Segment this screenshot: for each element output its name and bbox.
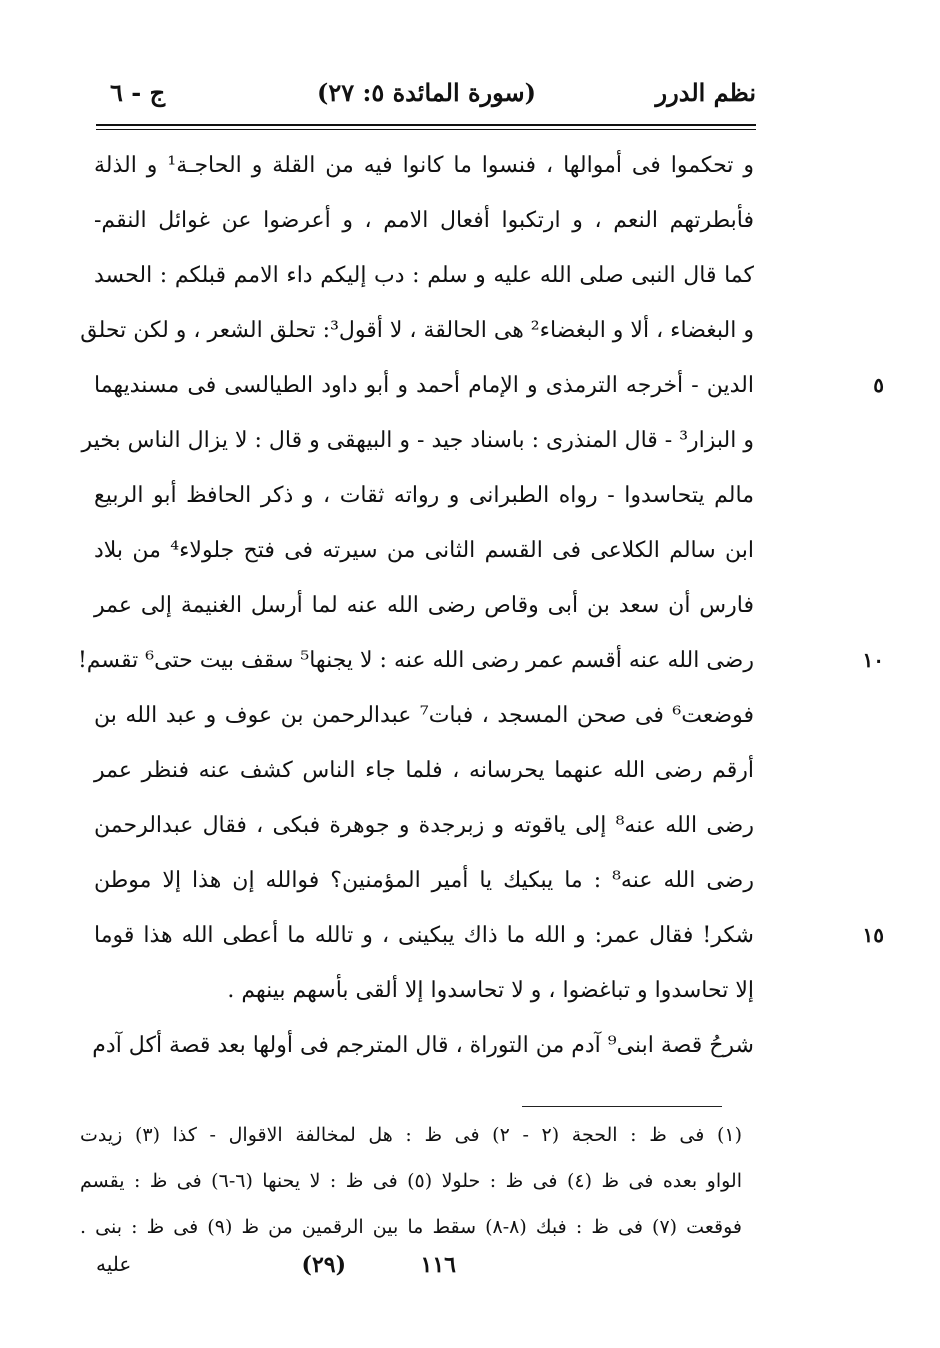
- line-text: فارس أن سعد بن أبى وقاص رضى الله عنه لما أرسل الغنيمة إلى عمر: [94, 593, 755, 618]
- line-text: رضى الله عنه⁸ : ما يبكيك يا أمير المؤمنين؟ فوالله إن هذا إلا موطن: [94, 868, 754, 893]
- catchword: عليه: [96, 1252, 132, 1276]
- text-line: [94, 248, 754, 303]
- main-text: [77, 138, 884, 1073]
- text-line: [94, 193, 754, 248]
- line-text: رضى الله عنه⁸ إلى ياقوته و زبرجدة و جوهرة فبكى ، فقال عبدالرحمن: [94, 813, 754, 838]
- text-line: [94, 138, 754, 193]
- text-line: [94, 908, 884, 963]
- text-line: [77, 633, 884, 688]
- text-line: [94, 523, 754, 578]
- line-text: الدين - أخرجه الترمذى و الإمام أحمد و أبو داود الطيالسى فى مسنديهما: [94, 373, 754, 398]
- line-text: و تحكموا فى أموالها ، فنسوا ما كانوا فيه من القلة و الحاجـة¹ و الذلة: [94, 153, 754, 178]
- signature-mark: (٢٩): [301, 1252, 346, 1278]
- line-text: شرحُ قصة ابنى⁹ آدم من التوراة ، قال المترجم فى أولها بعد قصة أكل آدم: [92, 1033, 754, 1058]
- line-text: فوضعت⁶ فى صحن المسجد ، فبات⁷ عبدالرحمن بن عوف و عبد الله بن: [94, 703, 754, 728]
- page-number: ١١٦: [420, 1252, 456, 1278]
- line-number: ١٥: [862, 923, 884, 947]
- text-line: [94, 743, 754, 798]
- page-footer: [96, 1252, 756, 1292]
- book-title: نظم الدرر: [655, 78, 756, 107]
- header-rule-thin: [96, 129, 756, 130]
- line-text: و البغضاء ، ألا و البغضاء² هى الحالقة ، لا أقول³: تحلق الشعر ، و لكن تحلق: [80, 318, 754, 343]
- line-text: مالم يتحاسدوا - رواه الطبرانى و رواته ثقات ، و ذكر الحافظ أبو الربيع: [94, 483, 754, 508]
- line-text: رضى الله عنه أقسم عمر رضى الله عنه : لا يجنها⁵ سقف بيت حتى⁶ تقسم!: [77, 648, 754, 673]
- text-line: [94, 688, 754, 743]
- line-text: شكر! فقال عمر: و الله ما ذاك يبكينى ، و تالله ما أعطى الله هذا قوما: [94, 923, 754, 948]
- text-line: [94, 468, 754, 523]
- footnotes: [80, 1112, 742, 1250]
- volume-number: ج - ٦: [110, 78, 166, 107]
- line-number: ١٠: [862, 648, 884, 672]
- text-line: [80, 303, 754, 358]
- line-text: أرقم رضى الله عنهما يحرسانه ، فلما جاء الناس كشف عنه فنظر عمر: [94, 758, 754, 783]
- footnote-separator: [522, 1106, 722, 1107]
- running-header: [96, 78, 756, 118]
- text-line: [94, 358, 884, 413]
- header-rule-thick: [96, 124, 756, 126]
- text-line: [94, 963, 754, 1018]
- line-text: إلا تحاسدوا و تباغضوا ، و لا تحاسدوا إلا ألقى بأسهم بينهم .: [227, 978, 754, 1003]
- text-line: [94, 853, 754, 908]
- line-text: كما قال النبى صلى الله عليه و سلم : دب إليكم داء الامم قبلكم : الحسد: [94, 263, 754, 288]
- surah-reference: (سورة المائدة ٥: ٢٧): [316, 78, 536, 107]
- footnote-line: الواو بعده فى ظ (٤) فى ظ : حلولا (٥) فى ظ : لا يحنها (٦-٦) فى ظ : يقسم: [80, 1170, 742, 1192]
- line-text: و البزار³ - قال المنذرى : باسناد جيد - و البيهقى و قال : لا يزال الناس بخير: [81, 428, 754, 453]
- text-line: [94, 798, 754, 853]
- footnote-line: فوقعت (٧) فى ظ : فبك (٨-٨) سقط ما بين الرقمين من ظ (٩) فى ظ : بنى .: [80, 1216, 742, 1238]
- text-line: [94, 1018, 754, 1073]
- line-text: فأبطرتهم النعم ، و ارتكبوا أفعال الامم ، و أعرضوا عن غوائل النقم-: [94, 208, 754, 233]
- footnote-line: (١) فى ظ : الحجة (٢ - ٢) فى ظ : هل لمخالفة الاقوال - كذا (٣) زيدت: [80, 1124, 743, 1146]
- line-number: ٥: [873, 373, 884, 397]
- line-text: ابن سالم الكلاعى فى القسم الثانى من سيرته فى فتح جلولاء⁴ من بلاد: [94, 538, 754, 563]
- text-line: [81, 413, 754, 468]
- text-line: [94, 578, 754, 633]
